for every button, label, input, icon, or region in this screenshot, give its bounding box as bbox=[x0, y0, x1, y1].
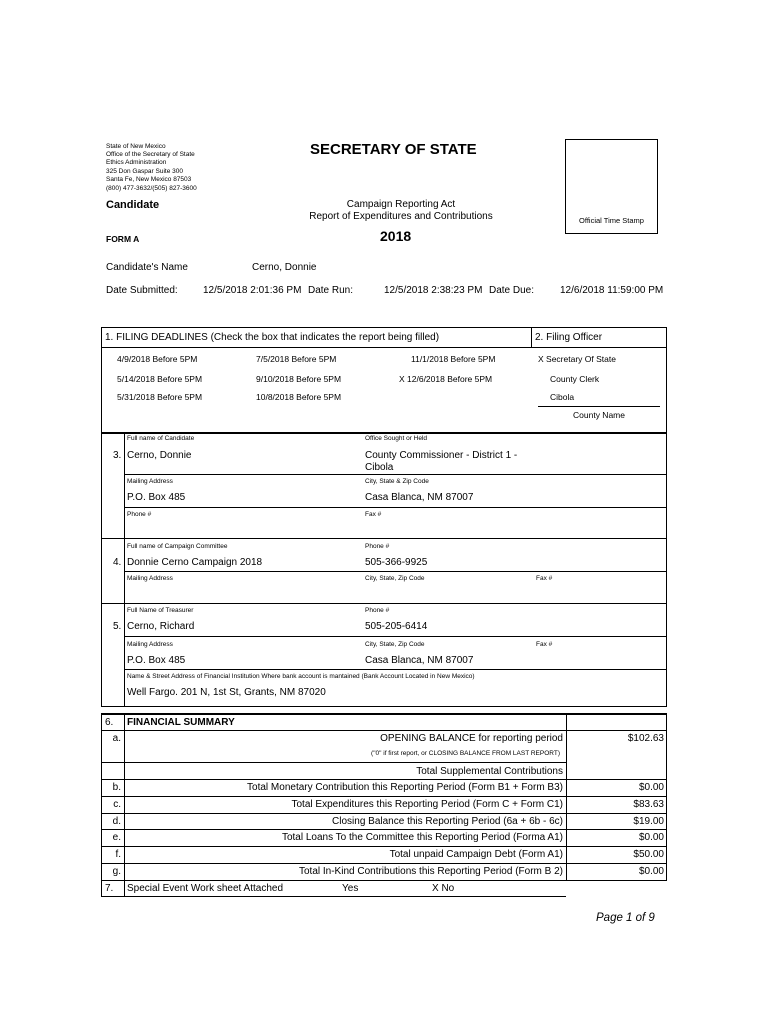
field-label: Fax # bbox=[536, 641, 553, 648]
form-label: FORM A bbox=[106, 234, 140, 244]
field-label: Fax # bbox=[365, 511, 382, 518]
address-line: (800) 477-3632/(505) 827-3600 bbox=[106, 185, 197, 192]
deadline-option[interactable]: 4/9/2018 Before 5PM bbox=[117, 354, 198, 364]
row-label: Total Supplemental Contributions bbox=[416, 766, 563, 777]
summary-title: FINANCIAL SUMMARY bbox=[127, 717, 235, 728]
field-label: City, State, Zip Code bbox=[365, 575, 425, 582]
deadline-option[interactable]: 7/5/2018 Before 5PM bbox=[256, 354, 337, 364]
field-label: Mailing Address bbox=[127, 641, 173, 648]
candidate-city: Casa Blanca, NM 87007 bbox=[365, 492, 474, 503]
field-label: Name & Street Address of Financial Institution Where bank account is mantained (Bank Account Located in New Mexico) bbox=[127, 673, 475, 680]
report-title: Report of Expenditures and Contributions bbox=[309, 211, 493, 222]
time-stamp-box bbox=[565, 139, 658, 234]
field-label: Full name of Candidate bbox=[127, 435, 195, 442]
row-label: Total Loans To the Committee this Reporting Period (Forma A1) bbox=[281, 832, 563, 843]
time-stamp-label: Official Time Stamp bbox=[579, 216, 644, 225]
county-value: Cibola bbox=[550, 392, 575, 402]
report-year: 2018 bbox=[380, 228, 412, 244]
field-label: Phone # bbox=[365, 543, 390, 550]
row-value: $50.00 bbox=[633, 849, 664, 860]
row-letter: g. bbox=[112, 866, 121, 877]
row-value: $19.00 bbox=[633, 816, 664, 827]
address-line: Ethics Administration bbox=[106, 159, 167, 166]
committee-name: Donnie Cerno Campaign 2018 bbox=[127, 557, 263, 568]
section-number: 7. bbox=[105, 883, 114, 894]
candidate-full-name: Cerno, Donnie bbox=[127, 450, 192, 461]
date-submitted-value: 12/5/2018 2:01:36 PM bbox=[203, 285, 302, 296]
field-label: Full Name of Treasurer bbox=[127, 607, 194, 614]
deadline-option[interactable]: 10/8/2018 Before 5PM bbox=[256, 392, 342, 402]
bank-address: Well Fargo. 201 N, 1st St, Grants, NM 87020 bbox=[127, 687, 326, 698]
section-number: 5. bbox=[113, 621, 122, 632]
row-label: Total In-Kind Contributions this Reporting Period (Form B 2) bbox=[298, 866, 563, 877]
special-event-label: Special Event Work sheet Attached bbox=[127, 883, 284, 894]
field-label: Mailing Address bbox=[127, 575, 173, 582]
row-letter: b. bbox=[112, 782, 121, 793]
row-letter: a. bbox=[112, 733, 121, 744]
row-value: $102.63 bbox=[627, 733, 664, 744]
candidate-name-label: Candidate's Name bbox=[106, 262, 188, 273]
field-label: Phone # bbox=[127, 511, 152, 518]
treasurer-city: Casa Blanca, NM 87007 bbox=[365, 655, 474, 666]
row-letter: d. bbox=[112, 816, 121, 827]
field-label: Fax # bbox=[536, 575, 553, 582]
row-letter: c. bbox=[113, 799, 121, 810]
deadline-option-selected[interactable]: X 12/6/2018 Before 5PM bbox=[399, 374, 493, 384]
officer-option-selected[interactable]: X Secretary Of State bbox=[538, 354, 616, 364]
field-label: Mailing Address bbox=[127, 478, 173, 485]
row-label: Total unpaid Campaign Debt (Form A1) bbox=[389, 849, 563, 860]
committee-phone: 505-366-9925 bbox=[365, 557, 428, 568]
field-label: Full name of Campaign Committee bbox=[127, 543, 228, 550]
row-value: $0.00 bbox=[638, 832, 664, 843]
act-title: Campaign Reporting Act bbox=[346, 199, 456, 210]
office-line-1: County Commissioner - District 1 - bbox=[365, 450, 518, 461]
section-number: 6. bbox=[105, 717, 114, 728]
deadline-option[interactable]: 11/1/2018 Before 5PM bbox=[411, 354, 496, 364]
page-title: SECRETARY OF STATE bbox=[310, 141, 477, 158]
field-label: Office Sought or Held bbox=[365, 435, 428, 442]
officer-option[interactable]: County Clerk bbox=[550, 374, 600, 384]
office-line-2: Cibola bbox=[365, 462, 394, 473]
special-event-no-selected[interactable]: X No bbox=[432, 883, 455, 894]
deadline-option[interactable]: 5/31/2018 Before 5PM bbox=[117, 392, 203, 402]
row-label: Total Monetary Contribution this Reporting Period (Form B1 + Form B3) bbox=[247, 782, 563, 793]
row-value: $0.00 bbox=[638, 866, 664, 877]
candidate-name-value: Cerno, Donnie bbox=[252, 262, 317, 273]
date-due-label: Date Due: bbox=[489, 285, 535, 296]
address-line: 325 Don Gaspar Suite 300 bbox=[106, 168, 183, 175]
treasurer-mailing: P.O. Box 485 bbox=[127, 655, 186, 666]
candidate-heading: Candidate bbox=[106, 199, 160, 211]
date-submitted-label: Date Submitted: bbox=[106, 285, 178, 296]
field-label: City, State, Zip Code bbox=[365, 641, 425, 648]
candidate-mailing: P.O. Box 485 bbox=[127, 492, 186, 503]
deadline-option[interactable]: 5/14/2018 Before 5PM bbox=[117, 374, 203, 384]
date-run-value: 12/5/2018 2:38:23 PM bbox=[384, 285, 483, 296]
row-value: $83.63 bbox=[633, 799, 664, 810]
filing-deadlines-header: 1. FILING DEADLINES (Check the box that indicates the report being filled) bbox=[105, 332, 440, 343]
row-label: OPENING BALANCE for reporting period bbox=[380, 733, 563, 744]
address-line: Santa Fe, New Mexico 87503 bbox=[106, 176, 192, 183]
date-due-value: 12/6/2018 11:59:00 PM bbox=[560, 285, 664, 296]
section-number: 3. bbox=[113, 450, 122, 461]
row-note: ("0" if first report, or CLOSING BALANCE FROM LAST REPORT) bbox=[371, 750, 560, 757]
row-label: Total Expenditures this Reporting Period (Form C + Form C1) bbox=[291, 799, 563, 810]
field-label: City, State & Zip Code bbox=[365, 478, 429, 485]
county-name-label: County Name bbox=[573, 410, 625, 420]
treasurer-name: Cerno, Richard bbox=[127, 621, 195, 632]
deadline-option[interactable]: 9/10/2018 Before 5PM bbox=[256, 374, 342, 384]
field-label: Phone # bbox=[365, 607, 390, 614]
row-value: $0.00 bbox=[638, 782, 664, 793]
address-line: State of New Mexico bbox=[106, 143, 166, 150]
address-line: Office of the Secretary of State bbox=[106, 151, 195, 158]
page-number: Page 1 of 9 bbox=[596, 912, 655, 924]
row-letter: f. bbox=[115, 849, 121, 860]
special-event-yes[interactable]: Yes bbox=[342, 883, 359, 894]
row-letter: e. bbox=[112, 832, 121, 843]
section-number: 4. bbox=[113, 557, 122, 568]
date-run-label: Date Run: bbox=[308, 285, 354, 296]
treasurer-phone: 505-205-6414 bbox=[365, 621, 428, 632]
filing-officer-header: 2. Filing Officer bbox=[535, 332, 603, 343]
row-label: Closing Balance this Reporting Period (6a + 6b - 6c) bbox=[332, 816, 563, 827]
